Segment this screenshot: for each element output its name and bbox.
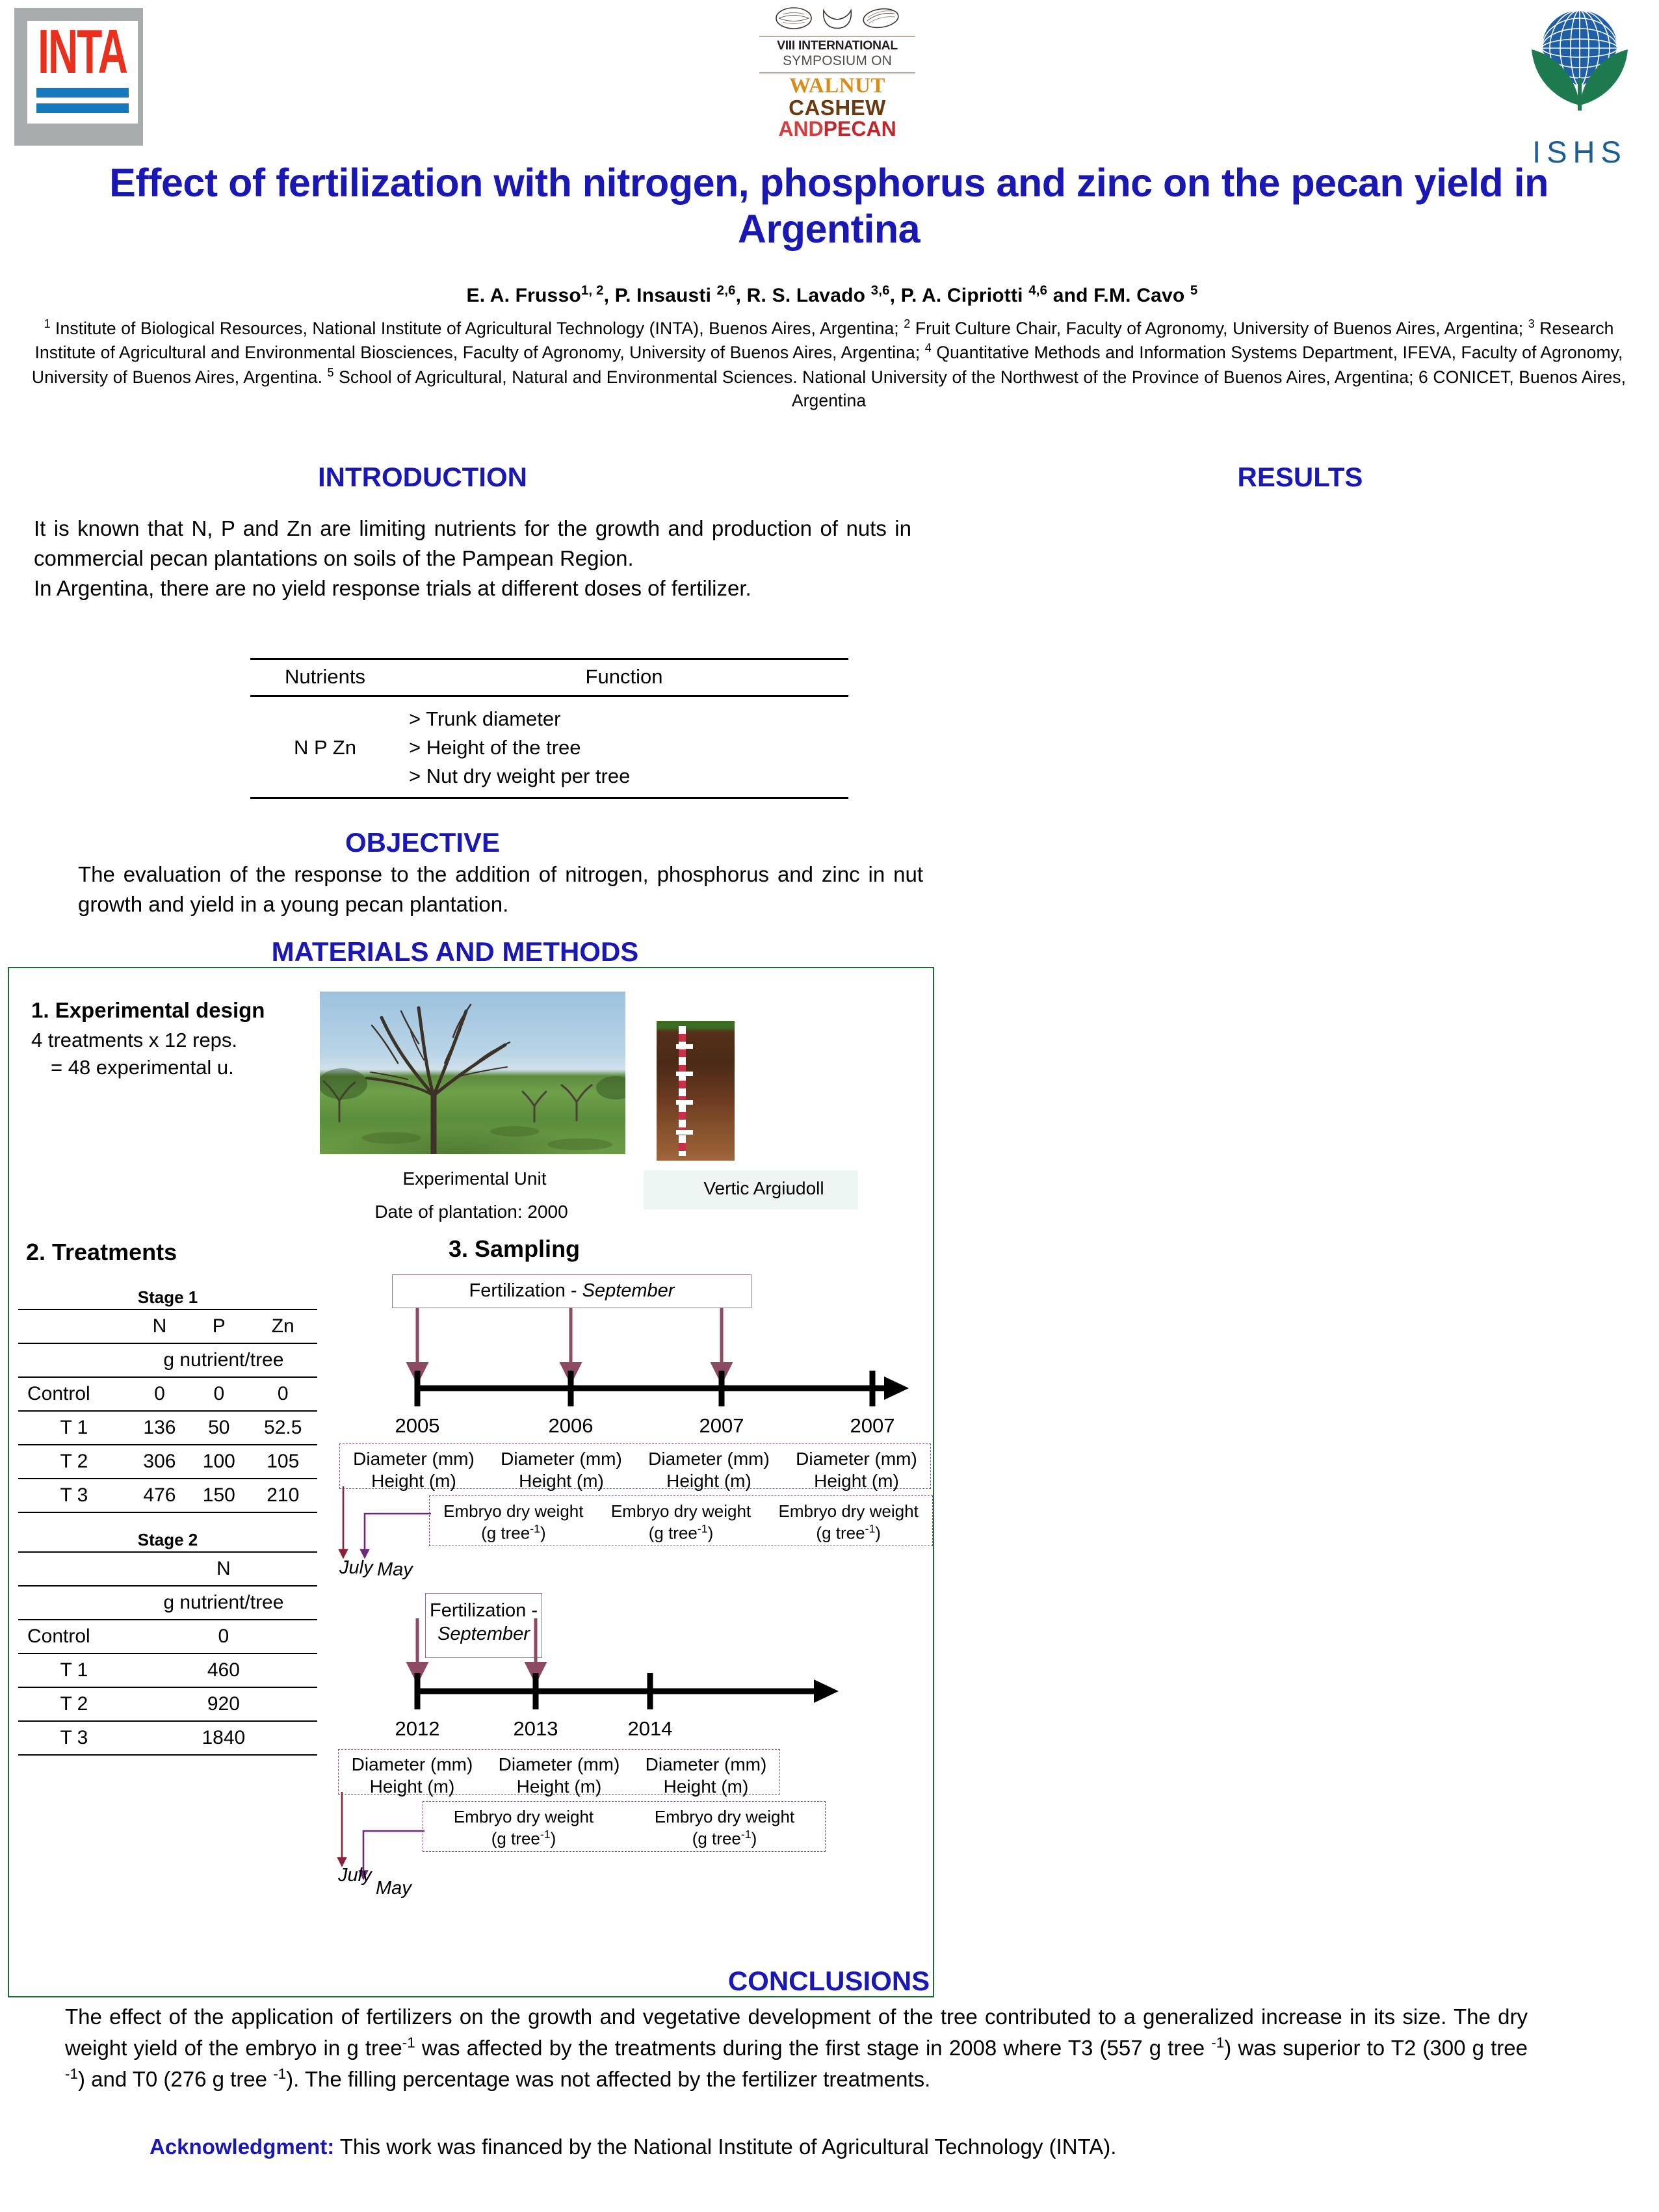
- experimental-design-line-1: 4 treatments x 12 reps.: [31, 1029, 238, 1051]
- pecan-tree-illustration-icon: [320, 992, 625, 1154]
- may-connector-1: [365, 1514, 431, 1554]
- stage1-row3-n: 476: [130, 1479, 189, 1512]
- objective-text: The evaluation of the response to the addition of nitrogen, phosphorus and zinc in nut growth and yield in a young pecan plantation.: [78, 862, 923, 917]
- section-heading-conclusions: CONCLUSIONS: [727, 1966, 930, 1996]
- stage1-units: g nutrient/tree: [130, 1343, 317, 1377]
- fertilization-label-2: Fertilization -: [430, 1600, 538, 1621]
- sampling-connectors-1: [335, 1486, 452, 1568]
- stage2-row2-name: T 2: [18, 1687, 130, 1721]
- nutrient-table-cell-functions: [400, 696, 848, 798]
- soil-tick-2: [676, 1072, 693, 1076]
- inta-logo-inner: [27, 16, 138, 124]
- fertilization-month-2: September: [438, 1624, 530, 1645]
- month-july-2: July: [338, 1865, 372, 1886]
- sampling-timeline-1: [377, 1304, 917, 1443]
- timeline2-measure-1-line2: Height (m): [516, 1776, 602, 1797]
- timeline2-measure-1-line1: Diameter (mm): [498, 1754, 620, 1774]
- ishs-wordmark: ISHS: [1532, 135, 1627, 169]
- author-list: E. A. Frusso$^{1, 2}$, P. Insausti $^{2,6}$, R. S. Lavado $^{3,6}$, P. A. Cipriotti $^{4,6}$ and F.M. Cavo $^5$: [466, 283, 1198, 306]
- symposium-divider-top: [759, 36, 915, 37]
- stage1-col-p: P: [189, 1310, 248, 1343]
- conclusions-text: The effect of the application of fertilizers on the growth and vegetative development of the tree contributed to a generalized increase in its size. The dry weight yield of the embryo in g tree$^{-1}$ was affected by the treatments during the first stage in 2008 where T3 (557 g tree $^{-1}$) was superior to T2 (300 g tree $^{-1}$) and T0 (276 g tree $^{-1}$). The filling percentage was not affected by the fertilizer treatments.: [65, 2005, 1528, 2091]
- table-row: [18, 1653, 317, 1687]
- timeline1-embryo-2: [764, 1501, 932, 1544]
- stage-2-label: Stage 2: [137, 1530, 198, 1549]
- timeline1-embryo-2-line1: Embryo dry weight: [778, 1501, 919, 1521]
- stage1-row1-n: 136: [130, 1411, 189, 1445]
- treatments-title: 2. Treatments: [26, 1239, 177, 1265]
- timeline2-measure-2: [633, 1754, 779, 1798]
- stage2-row3-name: T 3: [18, 1721, 130, 1755]
- stage1-row3-name: T 3: [18, 1479, 130, 1512]
- introduction-paragraph-1: It is known that N, P and Zn are limiting nutrients for the growth and production of nuts in commercial pecan plantations on soils of the Pampean Region.: [34, 516, 911, 571]
- timeline1-year-1: 2006: [548, 1414, 594, 1437]
- section-heading-introduction: INTRODUCTION: [318, 462, 527, 492]
- nut-illustrations: [759, 4, 915, 33]
- treatments-tables: [18, 1282, 317, 1756]
- embryo-box-1: [429, 1495, 933, 1546]
- month-may-1: May: [377, 1559, 413, 1580]
- timeline2-measure-2-line2: Height (m): [663, 1776, 749, 1797]
- timeline1-measure-1-line2: Height (m): [519, 1471, 604, 1492]
- introduction-paragraph-2: In Argentina, there are no yield response trials at different doses of fertilizer.: [34, 576, 751, 601]
- symposium-divider-bottom: [759, 72, 915, 73]
- stage1-row3-zn: 210: [248, 1479, 317, 1512]
- timeline2-year-1: 2013: [513, 1717, 558, 1740]
- fertilization-arrows-1: [417, 1308, 722, 1372]
- timeline2-embryo-1: [624, 1807, 825, 1849]
- caption-experimental-unit: Experimental Unit: [402, 1168, 547, 1189]
- timeline1-measure-2: [635, 1448, 783, 1492]
- stage2-row1-n: 460: [130, 1653, 317, 1687]
- stage1-row2-name: T 2: [18, 1445, 130, 1479]
- measurement-box-1: [339, 1443, 931, 1492]
- caption-plantation-date: Date of plantation: 2000: [374, 1202, 568, 1222]
- stage1-col-n: N: [130, 1310, 189, 1343]
- timeline2-measure-1: [486, 1754, 633, 1798]
- experimental-design-title: 1. Experimental design: [31, 998, 265, 1022]
- stage2-row0-n: 0: [130, 1620, 317, 1653]
- table-row: [18, 1687, 317, 1721]
- table-row: [18, 1721, 317, 1755]
- timeline1-embryo-1-line1: Embryo dry weight: [610, 1501, 751, 1521]
- table-row: [18, 1479, 317, 1512]
- table-row: [18, 1411, 317, 1445]
- timeline2-embryo-1-line2: (g tree$^{-1}$): [692, 1827, 757, 1849]
- experimental-unit-photo: [320, 992, 625, 1154]
- table-row: [18, 1445, 317, 1479]
- stage1-row2-n: 306: [130, 1445, 189, 1479]
- nutrient-function-table: [250, 658, 848, 802]
- timeline1-year-3: 2007: [850, 1414, 895, 1437]
- timeline1-measure-0-line2: Height (m): [371, 1471, 456, 1492]
- stage1-row1-name: T 1: [18, 1411, 130, 1445]
- measurement-box-2: [338, 1749, 780, 1795]
- section-heading-materials-and-methods: MATERIALS AND METHODS: [271, 936, 639, 967]
- stage1-col-zn: Zn: [248, 1310, 317, 1343]
- symposium-line2: SYMPOSIUM ON: [782, 53, 893, 68]
- cashew-icon: [818, 5, 856, 31]
- treatments-table-stage-1: [18, 1282, 317, 1513]
- timeline2-embryo-1-line1: Embryo dry weight: [654, 1807, 795, 1826]
- stage1-row2-zn: 105: [248, 1445, 317, 1479]
- soil-tick-1: [676, 1044, 693, 1049]
- nutrient-table-cell-nutrients: N P Zn: [294, 736, 356, 759]
- timeline1-year-2: 2007: [699, 1414, 744, 1437]
- timeline2-embryo-0-line1: Embryo dry weight: [453, 1807, 594, 1826]
- timeline1-year-0: 2005: [395, 1414, 440, 1437]
- timeline1-measure-2-line2: Height (m): [666, 1471, 751, 1492]
- function-item-3: > Nut dry weight per tree: [409, 765, 631, 788]
- inta-bar-top: [36, 88, 129, 98]
- timeline-arrowhead-2: [814, 1679, 839, 1703]
- timeline-arrowhead-1: [884, 1376, 909, 1400]
- symposium-line1: VIII INTERNATIONAL: [777, 39, 898, 53]
- acknowledgment: [150, 2135, 1515, 2159]
- month-july-1: July: [339, 1557, 373, 1578]
- stage1-row0-zn: 0: [248, 1377, 317, 1411]
- function-item-2: > Height of the tree: [409, 736, 581, 759]
- timeline1-embryo-0: [430, 1501, 597, 1544]
- table-row: [18, 1377, 317, 1411]
- section-heading-objective: OBJECTIVE: [345, 827, 501, 858]
- stage1-row1-zn: 52.5: [248, 1411, 317, 1445]
- soil-profile-photo: [657, 1021, 735, 1161]
- stage2-col-n: N: [130, 1552, 317, 1586]
- introduction-text: [34, 514, 911, 604]
- symposium-cashew: CASHEW: [789, 96, 886, 120]
- embryo-box-2: [423, 1801, 826, 1852]
- section-heading-results: RESULTS: [1237, 462, 1363, 492]
- timeline2-year-2: 2014: [627, 1717, 673, 1740]
- acknowledgment-label: Acknowledgment:: [150, 2135, 335, 2159]
- ishs-globe-leaves-icon: [1515, 1, 1645, 138]
- timeline1-measure-3: [783, 1448, 930, 1492]
- stage1-row2-p: 100: [189, 1445, 248, 1479]
- timeline2-embryo-0: [423, 1807, 624, 1849]
- stage-1-label: Stage 1: [137, 1287, 198, 1307]
- timeline1-measure-1-line1: Diameter (mm): [501, 1449, 622, 1469]
- acknowledgment-text: This work was financed by the National Institute of Agricultural Technology (INTA).: [334, 2135, 1117, 2159]
- timeline1-measure-2-line1: Diameter (mm): [648, 1449, 770, 1469]
- month-may-2: May: [376, 1878, 411, 1899]
- timeline2-measure-2-line1: Diameter (mm): [645, 1754, 767, 1774]
- timeline1-measure-0-line1: Diameter (mm): [353, 1449, 475, 1469]
- timeline1-embryo-1: [597, 1501, 765, 1544]
- caption-soil-type: Vertic Argiudoll: [703, 1178, 824, 1198]
- fertilization-month-1: September: [582, 1280, 675, 1301]
- symposium-logo: [759, 4, 915, 146]
- table-row: [18, 1620, 317, 1653]
- nutrient-table-header-nutrients: Nutrients: [250, 661, 400, 696]
- timeline1-embryo-1-line2: (g tree$^{-1}$): [648, 1521, 714, 1543]
- stage1-row0-name: Control: [18, 1377, 130, 1411]
- sampling-title: 3. Sampling: [449, 1235, 581, 1262]
- stage2-row2-n: 920: [130, 1687, 317, 1721]
- pecan-icon: [862, 5, 900, 31]
- stage2-row1-name: T 1: [18, 1653, 130, 1687]
- fertilization-arrows-2: [417, 1618, 536, 1672]
- soil-tick-4: [676, 1130, 693, 1135]
- stage1-row1-p: 50: [189, 1411, 248, 1445]
- timeline1-embryo-2-line2: (g tree$^{-1}$): [816, 1521, 881, 1543]
- walnut-icon: [775, 5, 813, 31]
- symposium-and: AND: [778, 117, 824, 140]
- stage2-row3-n: 1840: [130, 1721, 317, 1755]
- timeline1-measure-3-line2: Height (m): [814, 1471, 899, 1492]
- timeline2-measure-0-line2: Height (m): [369, 1776, 455, 1797]
- timeline2-embryo-0-line2: (g tree$^{-1}$): [491, 1827, 556, 1849]
- sampling-timeline-2: [377, 1614, 858, 1754]
- timeline1-measure-1: [488, 1448, 635, 1492]
- timeline1-embryo-0-line1: Embryo dry weight: [443, 1501, 584, 1521]
- stage2-row0-name: Control: [18, 1620, 130, 1653]
- nutrient-table-header-function: Function: [400, 661, 848, 696]
- timeline1-embryo-0-line2: (g tree$^{-1}$): [481, 1521, 546, 1543]
- experimental-design-line-2: = 48 experimental u.: [51, 1056, 234, 1079]
- symposium-and-pecan: [759, 118, 915, 139]
- timeline1-measure-3-line1: Diameter (mm): [796, 1449, 917, 1469]
- inta-logo: [14, 8, 143, 146]
- may-connector-2: [363, 1831, 425, 1875]
- page-title: Effect of fertilization with nitrogen, phosphorus and zinc on the pecan yield in Argentina: [109, 161, 1548, 251]
- treatments-table-stage-2: [18, 1525, 317, 1756]
- soil-tick-3: [676, 1100, 693, 1105]
- affiliation-list: $^1$ Institute of Biological Resources, National Institute of Agricultural Technology (INTA), Buenos Aires, Argentina; $^2$ Fruit Culture Chair, Faculty of Agronomy, University of Buenos Aires, Argentina; $^3$ Research Institute of Agricultural and Environmental Biosciences, Faculty of Agronomy, University of Buenos Aires, Argentina; $^4$ Quantitative Methods and Information Systems Department, IFEVA, Faculty of Agronomy, University of Buenos Aires, Argentina. $^5$ School of Agricultural, Natural and Environmental Sciences. National University of the Northwest of the Province of Buenos Aires, Argentina; 6 CONICET, Buenos Aires, Argentina: [31, 317, 1626, 411]
- stage1-row0-p: 0: [189, 1377, 248, 1411]
- stage1-row0-n: 0: [130, 1377, 189, 1411]
- symposium-walnut: WALNUT: [789, 74, 885, 98]
- fertilization-label-1: Fertilization -: [469, 1280, 582, 1301]
- symposium-pecan: PECAN: [823, 117, 896, 140]
- inta-wordmark: INTA: [38, 16, 127, 86]
- stage1-row3-p: 150: [189, 1479, 248, 1512]
- stage2-units: g nutrient/tree: [130, 1586, 317, 1620]
- timeline2-year-0: 2012: [395, 1717, 440, 1740]
- timeline2-measure-0-line1: Diameter (mm): [351, 1754, 473, 1774]
- function-item-1: > Trunk diameter: [409, 707, 561, 730]
- ishs-logo: [1515, 1, 1645, 183]
- inta-bar-bottom: [36, 103, 129, 113]
